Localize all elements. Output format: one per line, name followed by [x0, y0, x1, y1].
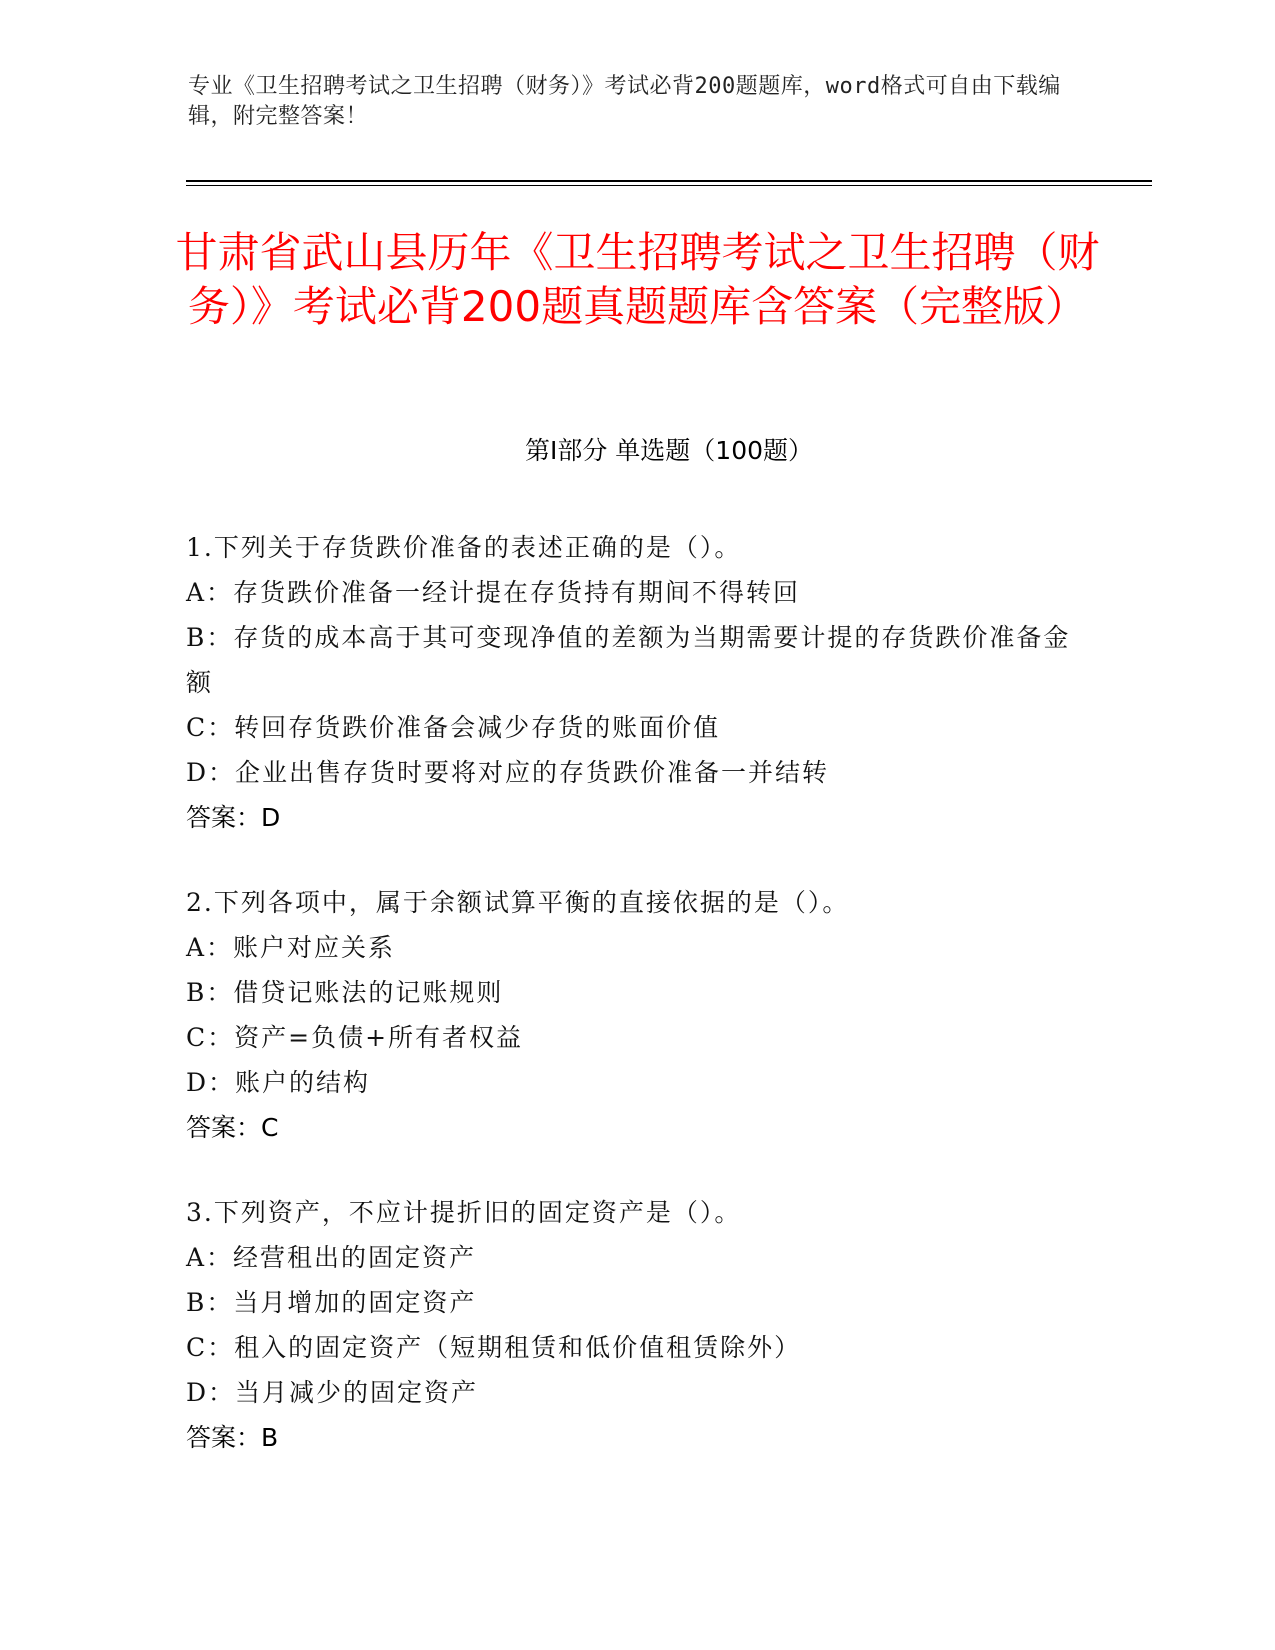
answer-line [186, 1415, 1086, 1460]
question-list [186, 525, 1086, 1500]
answer-label: 答案： [186, 803, 262, 832]
answer-line [186, 795, 1086, 840]
option-d: D：企业出售存货时要将对应的存货跌价准备一并结转 [186, 758, 830, 787]
answer-value: D [261, 803, 281, 832]
section-title: 第Ⅰ部分 单选题（100题） [524, 436, 814, 465]
option-c: C：租入的固定资产（短期租赁和低价值租赁除外） [186, 1333, 802, 1362]
answer-label: 答案： [186, 1113, 262, 1142]
answer-line [186, 1105, 1086, 1150]
option-b: B：当月增加的固定资产 [186, 1288, 477, 1317]
option-d: D：当月减少的固定资产 [186, 1378, 479, 1407]
question-stem: 3.下列资产，不应计提折旧的固定资产是（）。 [186, 1198, 742, 1227]
header-note: 专业《卫生招聘考试之卫生招聘（财务）》考试必背200题题库，word格式可自由下载编辑，附完整答案！ [188, 74, 1061, 129]
answer-value: B [261, 1423, 279, 1452]
option-c: C：资产=负债+所有者权益 [186, 1023, 524, 1052]
answer-value: C [261, 1113, 279, 1142]
header-divider-thin [186, 185, 1152, 186]
answer-label: 答案： [186, 1423, 262, 1452]
question-stem: 2.下列各项中，属于余额试算平衡的直接依据的是（）。 [186, 888, 850, 917]
option-a: A：经营租出的固定资产 [186, 1243, 477, 1272]
option-b: B：借贷记账法的记账规则 [186, 978, 504, 1007]
question-2 [186, 880, 1086, 1150]
question-3 [186, 1190, 1086, 1460]
option-d: D：账户的结构 [186, 1068, 371, 1097]
question-stem: 1.下列关于存货跌价准备的表述正确的是（）。 [186, 533, 742, 562]
option-a: A：存货跌价准备一经计提在存货持有期间不得转回 [186, 578, 801, 607]
document-title: 甘肃省武山县历年《卫生招聘考试之卫生招聘（财务）》考试必背200题真题题库含答案（完整版） [175, 228, 1100, 331]
header-divider-thick [186, 180, 1152, 182]
option-c: C：转回存货跌价准备会减少存货的账面价值 [186, 713, 721, 742]
option-a: A：账户对应关系 [186, 933, 396, 962]
option-b: B：存货的成本高于其可变现净值的差额为当期需要计提的存货跌价准备金额 [186, 623, 1071, 697]
question-1 [186, 525, 1086, 840]
